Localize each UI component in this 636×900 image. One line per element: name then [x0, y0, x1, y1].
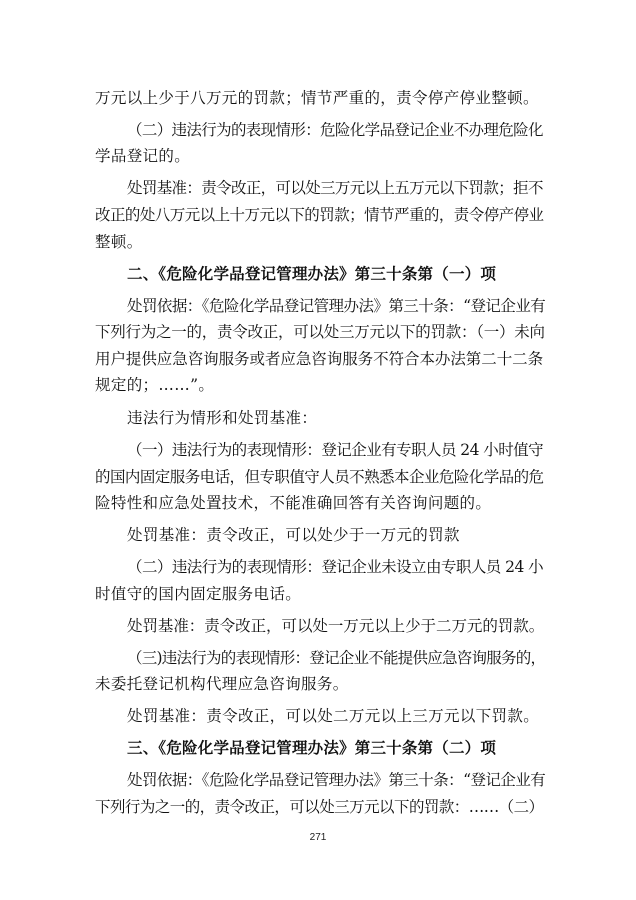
paragraph-line: 处罚基准：责令改正，可以处少于一万元的罚款 [127, 526, 460, 544]
paragraph-line: 未委托登记机构代理应急咨询服务。 [95, 675, 349, 693]
paragraph-line: 下列行为之一的，责令改正，可以处三万元以下的罚款：（一）未向 [95, 323, 545, 341]
paragraph-line: 违法行为情形和处罚基准： [127, 409, 318, 427]
paragraph-line: 处罚依据：《危险化学品登记管理办法》第三十条：“登记企业有 [127, 297, 546, 315]
paragraph-line: 处罚依据：《危险化学品登记管理办法》第三十条：“登记企业有 [127, 771, 546, 789]
paragraph-line: 万元以上少于八万元的罚款；情节严重的，责令停产停业整顿。 [95, 89, 539, 107]
paragraph-line: 的国内固定服务电话，但专职值守人员不熟悉本企业危险化学品的危 [95, 468, 544, 486]
paragraph-line: 用户提供应急咨询服务或者应急咨询服务不符合本办法第二十二条 [95, 350, 544, 368]
paragraph-line: 处罚基准：责令改正，可以处三万元以上五万元以下罚款；拒不 [127, 179, 543, 197]
paragraph-line: （三)违法行为的表现情形：登记企业不能提供应急咨询服务的， [127, 649, 546, 667]
paragraph-line: 学品登记的。 [95, 147, 191, 165]
paragraph-line: （二）违法行为的表现情形：登记企业未设立由专职人员 24 小 [127, 558, 544, 576]
section-heading: 二、《危险化学品登记管理办法》第三十条第（一）项 [127, 265, 497, 283]
paragraph-line: 处罚基准：责令改正，可以处二万元以上三万元以下罚款。 [127, 707, 540, 725]
paragraph-line: （二）违法行为的表现情形：危险化学品登记企业不办理危险化 [127, 121, 543, 139]
paragraph-line: 时值守的国内固定服务电话。 [95, 585, 302, 603]
paragraph-line: 险特性和应急处置技术，不能准确回答有关咨询问题的。 [95, 494, 492, 512]
paragraph-line: 下列行为之一的，责令改正，可以处三万元以下的罚款：……（二） [95, 798, 544, 816]
section-heading: 三、《危险化学品登记管理办法》第三十条第（二）项 [127, 739, 497, 757]
paragraph-line: 处罚基准：责令改正，可以处一万元以上少于二万元的罚款。 [127, 617, 545, 635]
page-number: 271 [309, 832, 327, 843]
paragraph-line: （一）违法行为的表现情形：登记企业有专职人员 24 小时值守 [127, 441, 544, 459]
paragraph-line: 规定的；……”。 [95, 376, 215, 394]
paragraph-line: 改正的处八万元以上十万元以下的罚款；情节严重的，责令停产停业 [95, 206, 544, 224]
paragraph-line: 整顿。 [95, 233, 143, 251]
